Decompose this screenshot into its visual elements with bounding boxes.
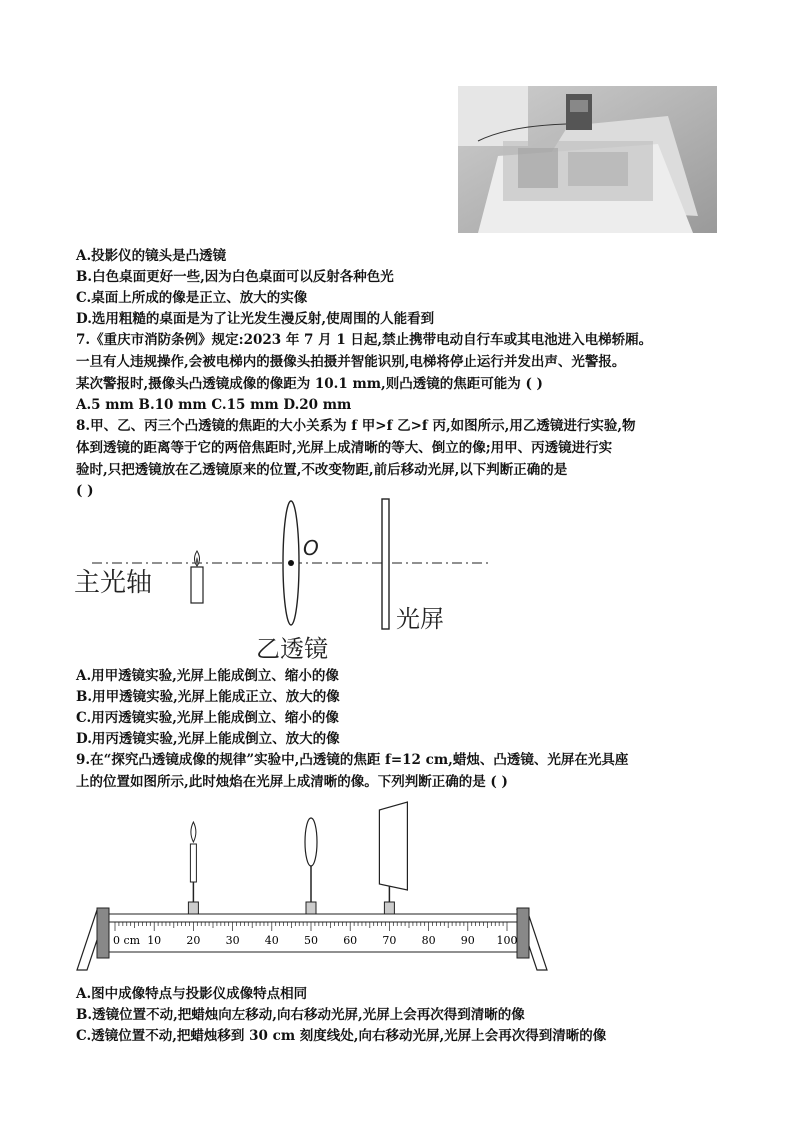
q6-option-d: D.选用粗糙的桌面是为了让光发生漫反射,使周围的人能看到 bbox=[76, 311, 435, 327]
light-screen-icon bbox=[382, 499, 389, 629]
q9-stem-line-1: 9.在“探究凸透镜成像的规律”实验中,凸透镜的焦距 f=12 cm,蜡烛、凸透镜、光屏在光具座 bbox=[76, 752, 629, 768]
axis-label: 主光轴 bbox=[74, 568, 153, 598]
center-label: O bbox=[303, 536, 319, 560]
optical-center bbox=[288, 560, 294, 566]
bench-right-end bbox=[517, 908, 529, 958]
q8-option-b: B.用甲透镜实验,光屏上能成正立、放大的像 bbox=[76, 689, 340, 705]
q8-option-c: C.用丙透镜实验,光屏上能成倒立、缩小的像 bbox=[76, 710, 339, 726]
q9-optical-bench bbox=[75, 800, 555, 975]
scale-tick-label: 70 bbox=[382, 934, 397, 947]
q9-option-b: B.透镜位置不动,把蜡烛向左移动,向右移动光屏,光屏上会再次得到清晰的像 bbox=[76, 1007, 525, 1023]
scale-tick-label: 50 bbox=[304, 934, 318, 947]
lens-label: 乙透镜 bbox=[256, 635, 328, 663]
candle-icon bbox=[188, 822, 198, 914]
q8-stem-line-2: 体到透镜的距离等于它的两倍焦距时,光屏上成清晰的等大、倒立的像;用甲、丙透镜进行实 bbox=[76, 440, 613, 456]
q6-option-c: C.桌面上所成的像是正立、放大的实像 bbox=[76, 290, 308, 306]
q8-stem-line-4: ( ) bbox=[76, 483, 94, 499]
q7-options: A.5 mm B.10 mm C.15 mm D.20 mm bbox=[76, 397, 352, 413]
q9-stem-line-2: 上的位置如图所示,此时烛焰在光屏上成清晰的像。下列判断正确的是 ( ) bbox=[76, 774, 508, 790]
convex-lens-icon bbox=[305, 818, 317, 914]
q8-stem-line-3: 验时,只把透镜放在乙透镜原来的位置,不改变物距,前后移动光屏,以下判断正确的是 bbox=[76, 462, 568, 478]
scale-tick-label: 40 bbox=[264, 934, 279, 947]
screen-label: 光屏 bbox=[396, 605, 444, 633]
scale-tick-label: 80 bbox=[421, 934, 436, 947]
bench-rail bbox=[109, 914, 517, 922]
q6-option-a: A.投影仪的镜头是凸透镜 bbox=[76, 248, 227, 264]
q7-stem-line-2: 一旦有人违规操作,会被电梯内的摄像头拍摄并智能识别,电梯将停止运行并发出声、光警报。 bbox=[76, 354, 626, 370]
q7-stem-line-3: 某次警报时,摄像头凸透镜成像的像距为 10.1 mm,则凸透镜的焦距可能为 ( ) bbox=[76, 376, 543, 392]
light-screen-icon bbox=[379, 802, 407, 914]
q8-option-a: A.用甲透镜实验,光屏上能成倒立、缩小的像 bbox=[76, 668, 339, 684]
q8-stem-line-1: 8.甲、乙、丙三个凸透镜的焦距的大小关系为 f 甲>f 乙>f 丙,如图所示,用乙透镜进行实验,物 bbox=[76, 418, 636, 434]
scale-tick-label: 10 bbox=[147, 934, 162, 947]
scale-tick-label: 30 bbox=[225, 934, 240, 947]
scale-tick-label: 90 bbox=[460, 934, 475, 947]
q7-stem-line-1: 7.《重庆市消防条例》规定:2023 年 7 月 1 日起,禁止携带电动自行车或其电池进入电梯轿厢。 bbox=[76, 332, 653, 348]
bench-left-end bbox=[97, 908, 109, 958]
q6-option-b: B.白色桌面更好一些,因为白色桌面可以反射各种色光 bbox=[76, 269, 394, 285]
q9-option-c: C.透镜位置不动,把蜡烛移到 30 cm 刻度线处,向右移动光屏,光屏上会再次得到清晰的像 bbox=[76, 1028, 607, 1044]
q8-option-d: D.用丙透镜实验,光屏上能成倒立、放大的像 bbox=[76, 731, 340, 747]
scale-tick-label: 60 bbox=[343, 934, 358, 947]
q9-option-a: A.图中成像特点与投影仪成像特点相同 bbox=[76, 986, 308, 1002]
scale-tick-label: 100 bbox=[496, 934, 518, 947]
q8-lens-diagram bbox=[70, 495, 500, 665]
scale-tick-label: 0 cm bbox=[113, 934, 141, 947]
scale-tick-label: 20 bbox=[186, 934, 201, 947]
candle-icon bbox=[191, 551, 203, 603]
projector-photo bbox=[458, 86, 717, 233]
